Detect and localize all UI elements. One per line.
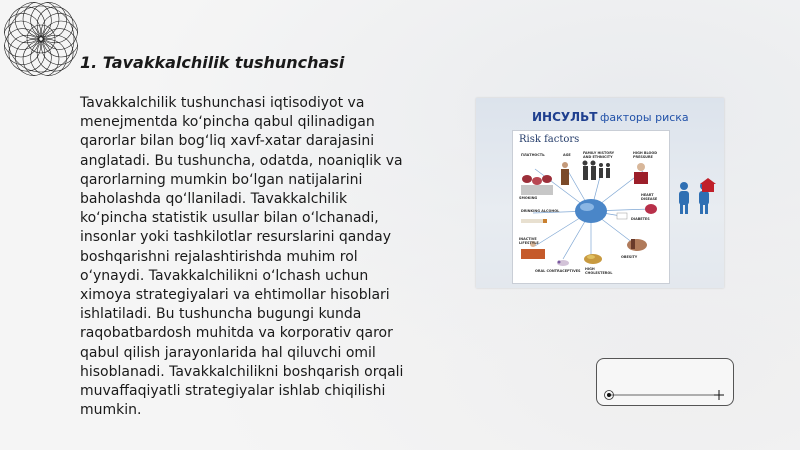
risk-label-2: AGE [563, 153, 571, 157]
circle-dot-icon[interactable] [603, 389, 615, 401]
hands-illustration [627, 239, 647, 251]
crosshair-plus-icon[interactable] [713, 389, 725, 401]
circular-knot-logo [4, 2, 78, 76]
people-pictogram [672, 176, 718, 216]
slide-body-text: Tavakkalchilik tushunchasi iqtisodiyot va menejmentda ko‘pincha qabul qilinadigan qarorlar bilan bog‘liq xavf-xatar darajasini anglatadi. Bu tushuncha, odatda, noaniqlik va qarorlarning mumkin bo‘lgan natijalarini baholashda qo‘llaniladi. Tavakkalchilik ko‘pincha statistik usullar bilan o‘lchanadi, insonlar yoki tashkilotlar resurslarini qanday boshqarishni rejalashtirishda muhim rol o‘ynaydi. Tavakkalchilikni o‘lchash uchun ximoya strategiyalari va ehtimollar hisoblari ishlatiladi. Bu tushuncha bugungi kunda raqobatbardosh muhitda va korporativ qaror qabul qilish jarayonlarida hal qiluvchi omil hisoblanadi. Tavakkalchilikni boshqarish orqali muvaffaqiyatli strategiyalar ishlab chiqilishi mumkin. [80, 95, 404, 419]
risk-label-7: DIABETES [631, 217, 650, 221]
risk-label-8: OBESITY [621, 255, 638, 259]
scale-illustration [617, 213, 627, 219]
risk-label-11: ORAL CONTRACEPTIVES [535, 269, 581, 273]
cigarette-illustration [521, 219, 547, 223]
risk-factors-card [512, 130, 670, 284]
family-illustration [583, 161, 611, 181]
slider-control[interactable] [596, 358, 734, 406]
wine-glasses-illustration [521, 175, 553, 195]
image-subtitle: факторы риска [600, 111, 689, 124]
risk-label-10: INACTIVE LIFESTYLE [519, 237, 539, 245]
risk-label-5: SMOKING [519, 196, 538, 200]
risk-label-1: ПЛАТНОСТЬ [521, 153, 545, 157]
food-illustration [584, 254, 602, 264]
image-title: ИНСУЛЬТ [532, 110, 598, 124]
risk-label-6: HEART DISEASE [641, 193, 658, 201]
risk-label-3: FAMILY HISTORY AND ETHNICITY [583, 151, 615, 159]
doctor-illustration [634, 163, 648, 184]
slide-title: 1. Tavakkalchilik tushunchasi [80, 53, 345, 72]
risk-label-4: HIGH BLOOD PRESSURE [633, 151, 658, 159]
risk-label-12: DRINKING ALCOHOL [521, 209, 560, 213]
risk-label-9: HIGH CHOLESTEROL [585, 267, 613, 275]
pills-illustration [557, 260, 569, 266]
stroke-risk-factors-image [476, 98, 724, 288]
risk-factors-card-title: Risk factors [519, 134, 580, 145]
